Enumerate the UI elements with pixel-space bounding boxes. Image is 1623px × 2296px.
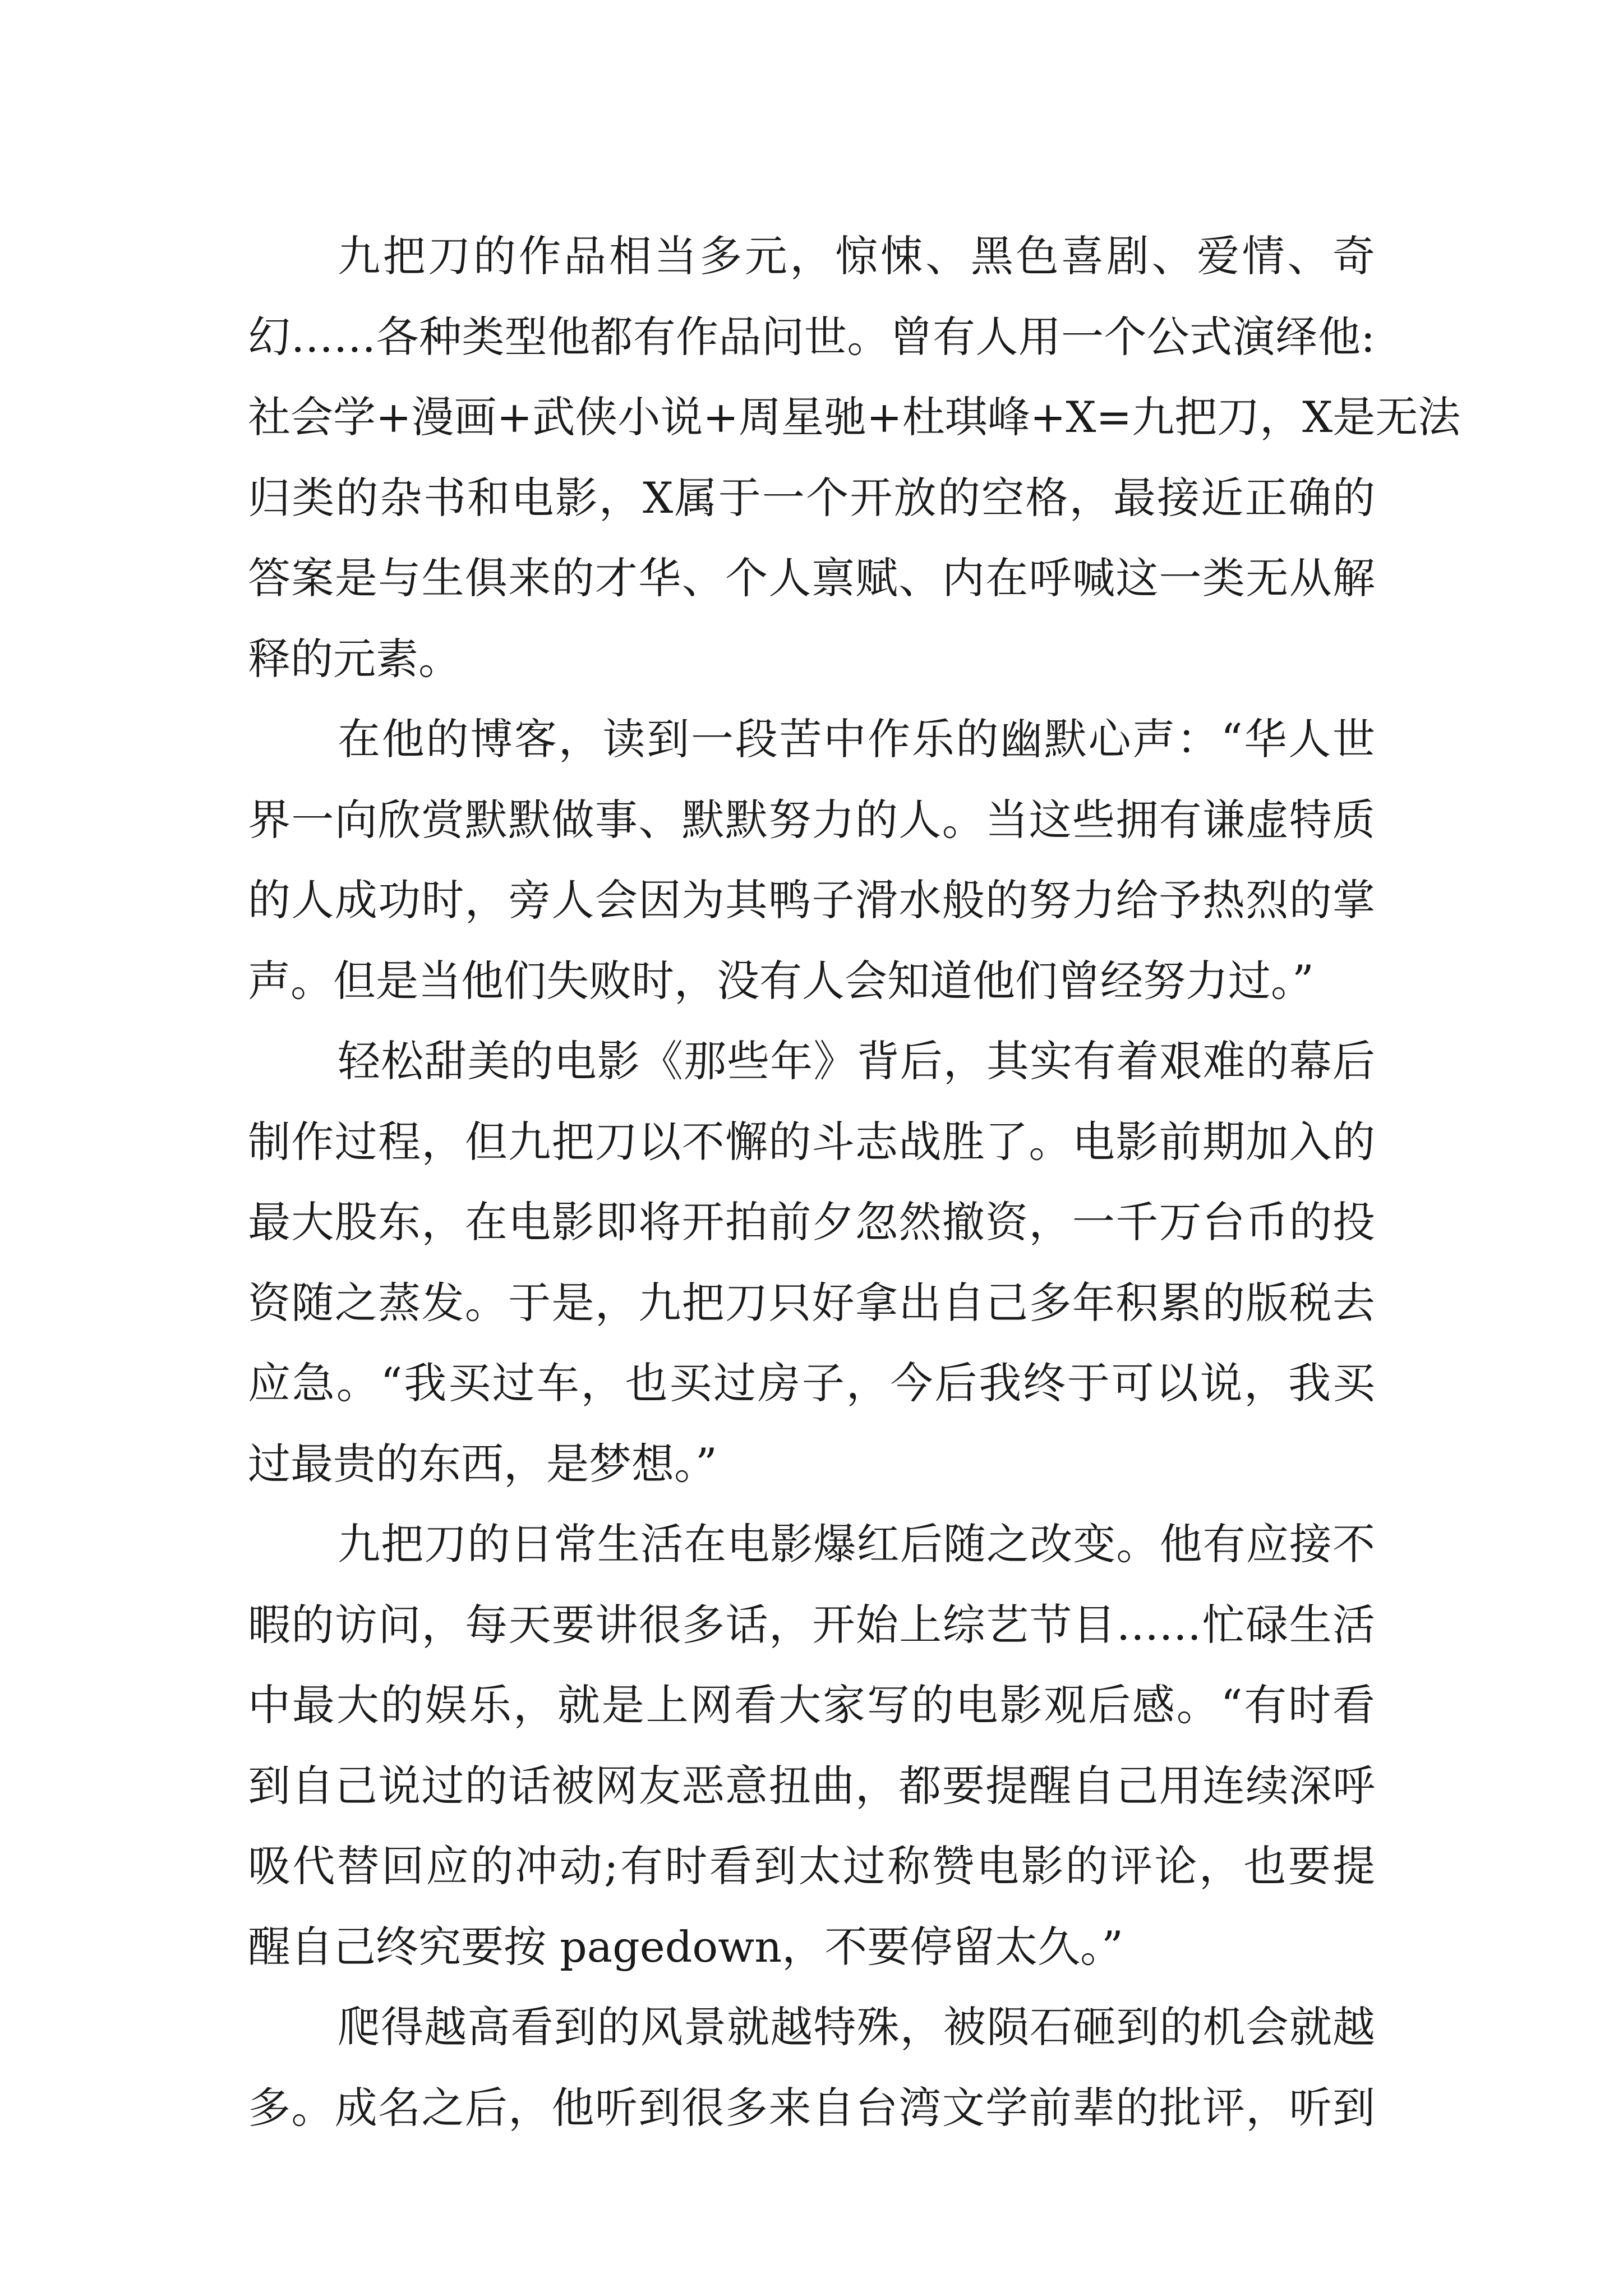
text-line: 醒自己终究要按 pagedown，不要停留太久。” (248, 1921, 1124, 1972)
text-line: 应急。“我买过车，也买过房子，今后我终于可以说，我买 (248, 1358, 1375, 1408)
body-text (248, 216, 1461, 2148)
text-line: 在他的博客，读到一段苦中作乐的幽默心声：“华人世 (338, 714, 1375, 764)
text-line: 到自己说过的话被网友恶意扭曲，都要提醒自己用连续深呼 (248, 1760, 1375, 1811)
text-line: 九把刀的日常生活在电影爆红后随之改变。他有应接不 (338, 1519, 1375, 1569)
text-line: 幻……各种类型他都有作品问世。曾有人用一个公式演绎他: (248, 311, 1375, 362)
text-line: 声。但是当他们失败时，没有人会知道他们曾经努力过。” (248, 955, 1314, 1006)
text-line: 吸代替回应的冲动;有时看到太过称赞电影的评论，也要提 (248, 1841, 1375, 1891)
text-line: 答案是与生俱来的才华、个人禀赋、内在呼喊这一类无从解 (248, 553, 1375, 603)
text-line: 界一向欣赏默默做事、默默努力的人。当这些拥有谦虚特质 (248, 794, 1375, 845)
text-line: 九把刀的作品相当多元，惊悚、黑色喜剧、爱情、奇 (338, 231, 1375, 281)
text-line: 多。成名之后，他听到很多来自台湾文学前辈的批评，听到 (248, 2082, 1375, 2133)
text-line: 最大股东，在电影即将开拍前夕忽然撤资，一千万台币的投 (248, 1197, 1375, 1247)
text-line: 归类的杂书和电影，X属于一个开放的空格，最接近正确的 (248, 472, 1375, 523)
text-line: 过最贵的东西，是梦想。” (248, 1438, 717, 1489)
text-line: 爬得越高看到的风景就越特殊，被陨石砸到的机会就越 (338, 2002, 1375, 2052)
text-line: 资随之蒸发。于是，九把刀只好拿出自己多年积累的版税去 (248, 1277, 1375, 1328)
text-line: 制作过程，但九把刀以不懈的斗志战胜了。电影前期加入的 (248, 1116, 1375, 1167)
text-line: 轻松甜美的电影《那些年》背后，其实有着艰难的幕后 (338, 1036, 1375, 1086)
text-line: 中最大的娱乐，就是上网看大家写的电影观后感。“有时看 (248, 1680, 1375, 1730)
text-line: 暇的访问，每天要讲很多话，开始上综艺节目……忙碌生活 (248, 1599, 1375, 1650)
text-line: 释的元素。 (248, 633, 461, 684)
text-line: 的人成功时，旁人会因为其鸭子滑水般的努力给予热烈的掌 (248, 875, 1375, 925)
text-line: 社会学+漫画+武侠小说+周星驰+杜琪峰+X=九把刀，X是无法 (248, 392, 1461, 442)
